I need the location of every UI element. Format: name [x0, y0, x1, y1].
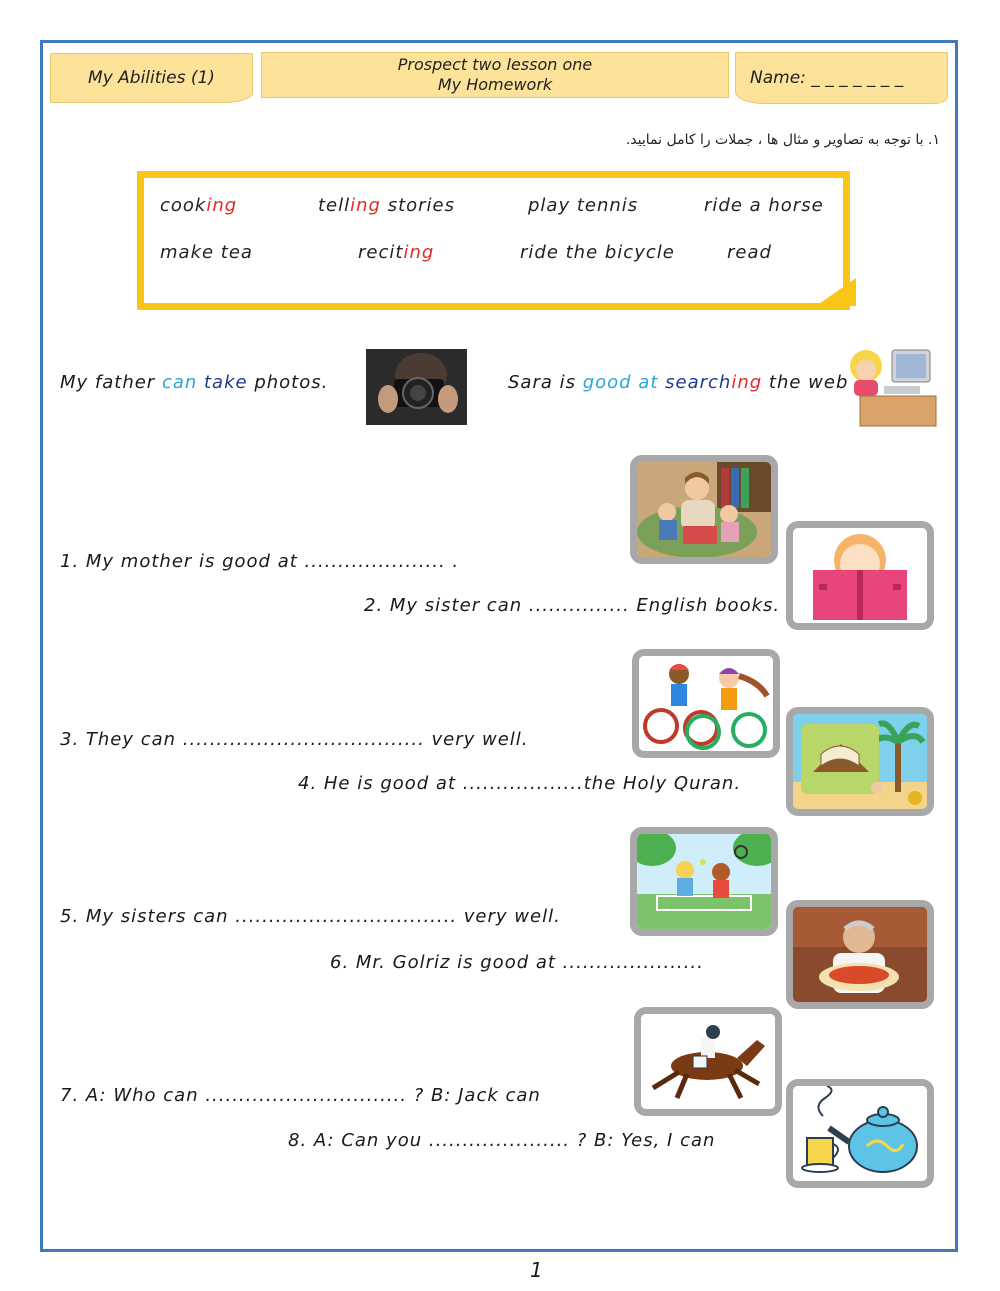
header-title: My Abilities (1): [88, 68, 215, 88]
example-sentence-2: Sara is good at searching the web: [508, 372, 849, 393]
question-2: 2. My sister can ............... English books.: [364, 595, 781, 616]
question-4: 4. He is good at ..................the Holy Quran.: [298, 773, 742, 794]
word-reciting: reciting: [358, 242, 435, 263]
question-8: 8. A: Can you ..................... ? B: Yes, I can: [288, 1130, 716, 1151]
teapot-tea-icon: [786, 1079, 934, 1188]
kids-tennis-icon: [630, 827, 778, 936]
instruction-text: ۱. با توجه به تصاویر و مثال ها ، جملات را کامل نمایید.: [625, 132, 940, 148]
quran-reading-icon: [786, 707, 934, 816]
question-7: 7. A: Who can .............................. ? B: Jack can: [60, 1085, 541, 1106]
camera-photo-icon: [366, 349, 467, 425]
girl-computer-icon: [838, 342, 938, 428]
word-read: read: [727, 242, 772, 263]
header-lesson: Prospect two lesson one: [397, 55, 593, 74]
girl-book-icon: [786, 521, 934, 630]
word-ride-the-bicycle: ride the bicycle: [520, 242, 675, 263]
header-homework: My Homework: [437, 75, 553, 94]
kids-bicycle-icon: [632, 649, 780, 758]
example-sentence-1: My father can take photos.: [60, 372, 329, 393]
word-play-tennis: play tennis: [528, 195, 639, 216]
word-telling-stories: telling stories: [318, 195, 456, 216]
page-number: 1: [530, 1258, 543, 1282]
word-make-tea: make tea: [160, 242, 253, 263]
word-ride-a-horse: ride a horse: [704, 195, 824, 216]
word-cooking: cooking: [160, 195, 238, 216]
horse-jockey-icon: [634, 1007, 782, 1116]
question-1: 1. My mother is good at ..................... .: [60, 551, 460, 572]
header-lesson-box: [261, 52, 729, 98]
question-5: 5. My sisters can ................................. very well.: [60, 906, 561, 927]
header-name-box: [735, 52, 948, 104]
header-title-box: [50, 53, 253, 103]
question-3: 3. They can .................................... very well.: [60, 729, 529, 750]
name-label: Name: _ _ _ _ _ _ _: [750, 68, 904, 88]
question-6: 6. Mr. Golriz is good at .....................: [330, 952, 704, 973]
mother-reading-icon: [630, 455, 778, 564]
chef-spaghetti-icon: [786, 900, 934, 1009]
word-bank-box: [137, 171, 850, 310]
word-bank-notch: [816, 278, 856, 306]
